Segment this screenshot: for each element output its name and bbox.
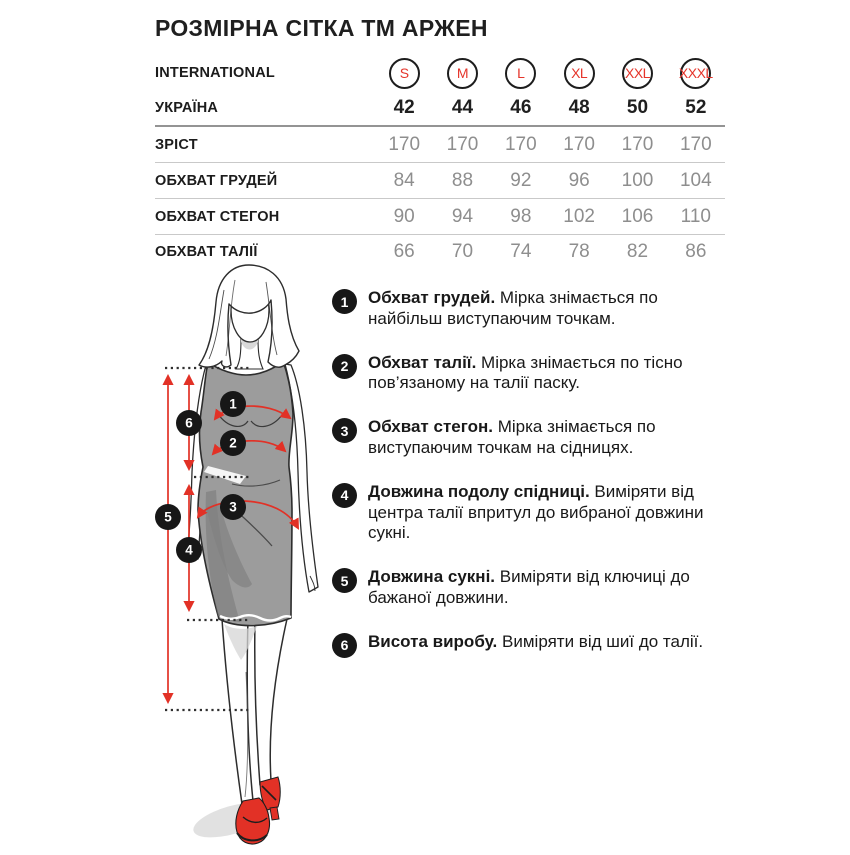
figure-marker-6 bbox=[176, 410, 202, 436]
svg-text:3: 3 bbox=[229, 499, 237, 515]
svg-text:4: 4 bbox=[185, 542, 193, 558]
height-value: 170 bbox=[446, 133, 479, 155]
ukraine-size: 44 bbox=[451, 97, 474, 118]
measurement-term: Довжина сукні. bbox=[368, 567, 496, 587]
figure-marker-5 bbox=[155, 504, 181, 530]
size-badge-l: L bbox=[505, 58, 536, 89]
figure-marker-1 bbox=[220, 391, 246, 417]
measurement-desc: Виміряти від ключиці до бажаної довжини. bbox=[368, 567, 690, 607]
measurement-number-badge: 3 bbox=[332, 418, 357, 443]
measurement-desc: Мірка знімається по виступаючим точкам на сідницях. bbox=[368, 417, 656, 457]
size-badge-xl: XL bbox=[564, 58, 595, 89]
chest-value: 96 bbox=[568, 169, 590, 191]
waist-value: 86 bbox=[685, 241, 707, 262]
row-label-ukraine: УКРАЇНА bbox=[155, 100, 219, 116]
table-row-chest bbox=[155, 163, 725, 199]
chest-value: 100 bbox=[621, 169, 654, 191]
measurement-term: Обхват талії. bbox=[368, 352, 477, 372]
measurement-desc: Мірка знімається по тісно пов’язаному на талії паску. bbox=[368, 352, 683, 393]
waist-value: 74 bbox=[510, 241, 532, 262]
height-value: 170 bbox=[563, 133, 595, 155]
measurement-desc: Виміряти від шиї до талії. bbox=[502, 631, 704, 651]
size-badge-xxl: XXL bbox=[622, 58, 653, 89]
size-badge-s: S bbox=[389, 58, 420, 89]
svg-text:5: 5 bbox=[164, 509, 172, 525]
hips-value: 110 bbox=[680, 205, 711, 227]
size-table bbox=[155, 55, 725, 269]
measurement-text bbox=[368, 417, 720, 459]
height-value: 170 bbox=[504, 133, 537, 155]
ukraine-size: 42 bbox=[393, 97, 415, 118]
back-shoe-heel bbox=[270, 807, 279, 820]
height-value: 170 bbox=[679, 133, 712, 155]
chest-value: 104 bbox=[679, 169, 712, 191]
svg-text:1: 1 bbox=[229, 396, 237, 412]
row-label-chest: ОБХВАТ ГРУДЕЙ bbox=[155, 172, 278, 189]
figure-illustration bbox=[140, 262, 350, 850]
measurement-list bbox=[332, 288, 727, 681]
row-label-waist: ОБХВАТ ТАЛІЇ bbox=[155, 244, 258, 260]
svg-text:6: 6 bbox=[185, 415, 193, 431]
measurement-desc: Мірка знімається по найбільш виступаючим точкам. bbox=[368, 288, 658, 328]
measurement-term: Обхват стегон. bbox=[368, 417, 493, 437]
height-value: 170 bbox=[621, 133, 654, 155]
ukraine-size: 50 bbox=[626, 97, 649, 118]
row-label-international: INTERNATIONAL bbox=[155, 65, 275, 81]
hips-value: 98 bbox=[510, 205, 532, 227]
table-row-height bbox=[155, 127, 725, 163]
woman-dress-diagram bbox=[140, 262, 350, 850]
ukraine-size: 52 bbox=[685, 97, 707, 118]
measurement-text bbox=[368, 288, 720, 330]
size-badge-xxxl: XXXL bbox=[680, 58, 711, 89]
hips-value: 94 bbox=[451, 205, 474, 227]
svg-text:2: 2 bbox=[229, 435, 237, 451]
waist-value: 66 bbox=[393, 241, 415, 262]
measurement-item-2 bbox=[332, 353, 727, 395]
waist-value: 70 bbox=[451, 241, 474, 262]
measurement-desc: Виміряти від центра талії впритул до вибраної довжини сукні. bbox=[368, 481, 704, 543]
measurement-item-1 bbox=[332, 288, 727, 330]
right-leg bbox=[255, 619, 287, 785]
ukraine-size: 46 bbox=[510, 97, 532, 118]
measurement-number-badge: 1 bbox=[332, 289, 357, 314]
row-label-height: ЗРІСТ bbox=[155, 136, 198, 153]
figure-marker-4 bbox=[176, 537, 202, 563]
ukraine-size: 48 bbox=[568, 97, 590, 118]
size-badge-m: M bbox=[447, 58, 478, 89]
hips-value: 106 bbox=[621, 205, 654, 227]
measurement-text bbox=[368, 353, 720, 395]
measurement-item-4 bbox=[332, 482, 727, 544]
measurement-term: Довжина подолу спідниці. bbox=[368, 481, 590, 501]
chest-value: 92 bbox=[510, 169, 532, 191]
page-title: РОЗМІРНА СІТКА ТМ АРЖЕН bbox=[155, 15, 488, 41]
table-row-ukraine bbox=[155, 91, 725, 127]
measurement-number-badge: 4 bbox=[332, 483, 357, 508]
waist-value: 78 bbox=[568, 241, 590, 262]
hips-value: 102 bbox=[563, 205, 595, 227]
measurement-item-3 bbox=[332, 417, 727, 459]
measurement-number-badge: 6 bbox=[332, 633, 357, 658]
measurement-number-badge: 2 bbox=[332, 354, 357, 379]
figure-marker-2 bbox=[220, 430, 246, 456]
height-value: 170 bbox=[388, 133, 421, 155]
measurement-number-badge: 5 bbox=[332, 568, 357, 593]
measurement-text bbox=[368, 567, 720, 609]
hips-value: 90 bbox=[393, 205, 415, 227]
measurement-text bbox=[368, 482, 720, 544]
table-row-international bbox=[155, 55, 725, 91]
waist-value: 82 bbox=[626, 241, 649, 262]
measurement-term: Обхват грудей. bbox=[368, 288, 496, 307]
chest-value: 88 bbox=[451, 169, 474, 191]
chest-value: 84 bbox=[393, 169, 415, 191]
figure-marker-3 bbox=[220, 494, 246, 520]
measurement-item-5 bbox=[332, 567, 727, 609]
measurement-text bbox=[368, 632, 720, 658]
row-label-hips: ОБХВАТ СТЕГОН bbox=[155, 208, 280, 225]
measurement-term: Висота виробу. bbox=[368, 631, 498, 651]
table-row-hips bbox=[155, 199, 725, 235]
measurement-item-6 bbox=[332, 632, 727, 658]
